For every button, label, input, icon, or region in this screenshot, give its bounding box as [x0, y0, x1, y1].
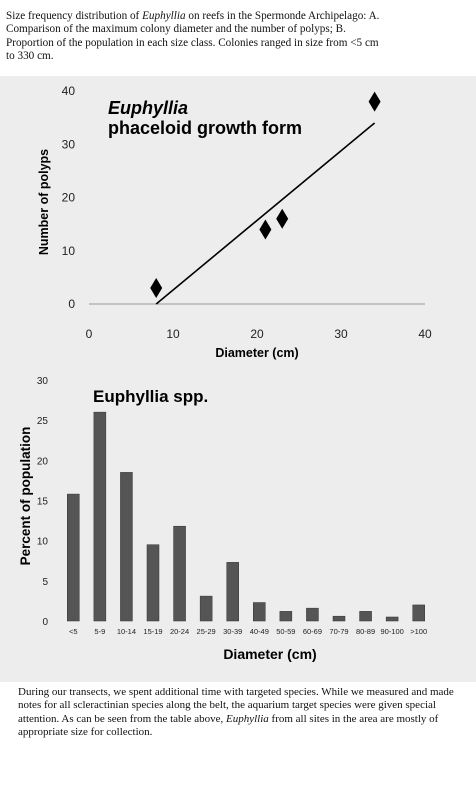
bar [333, 616, 345, 621]
data-point [276, 209, 288, 229]
y-tick-label: 10 [36, 536, 48, 548]
y-tick-label: 20 [61, 190, 75, 205]
y-tick-label: 25 [36, 416, 48, 428]
bar [94, 412, 106, 621]
bar [147, 545, 159, 621]
x-tick-label: 30 [334, 327, 348, 341]
x-tick-label: 60-69 [302, 627, 323, 636]
scatter-chart [0, 76, 476, 366]
chart-title-line1: Euphyllia [108, 98, 189, 118]
y-axis-label: Percent of population [18, 426, 33, 566]
x-tick-label: 15-19 [143, 627, 163, 636]
paragraph-genus: Euphyllia [226, 712, 269, 725]
figure-caption [6, 10, 386, 64]
figure-panel [0, 76, 476, 682]
y-tick-label: 15 [36, 496, 48, 508]
x-axis-label: Diameter (cm) [223, 646, 317, 662]
y-axis-label: Number of polyps [37, 148, 51, 256]
y-tick-label: 40 [61, 84, 75, 98]
x-tick-label: 30-39 [223, 627, 243, 636]
bar [360, 611, 372, 621]
bar [306, 608, 318, 621]
x-tick-label: 10 [166, 327, 180, 341]
paragraph-part2: from all sites in the area are mostly of appropriate size for collection. [18, 712, 439, 739]
caption-rest: on reefs in the Spermonde Archipelago: A. Comparison of the maximum colony diameter and the number of polyps; B. Proportion of the population in each size class. Colonies ranged in size from <5 cm to 330 cm. [6, 10, 380, 63]
trend-line [156, 123, 374, 304]
bar [227, 562, 239, 621]
x-tick-label: 70-79 [329, 627, 349, 636]
chart-title-line2: phaceloid growth form [108, 118, 303, 138]
y-tick-label: 10 [61, 243, 75, 258]
paragraph-part1: During our transects, we spent additional time with targeted species. While we measured and made notes for all scleractinian species along the belt, the aquarium target species were given special attention. As can be seen from the table above, [18, 686, 454, 725]
bar [67, 494, 79, 621]
x-tick-label: 50-59 [276, 627, 296, 636]
x-tick-label: 40-49 [249, 627, 269, 636]
y-tick-label: 30 [36, 376, 48, 387]
data-point [259, 219, 271, 239]
y-tick-label: 20 [36, 456, 48, 468]
bar [413, 605, 425, 621]
x-axis-label: Diameter (cm) [215, 346, 299, 360]
x-tick-label: <5 [69, 627, 78, 636]
x-tick-label: 20-24 [169, 627, 190, 636]
y-tick-label: 30 [61, 137, 75, 152]
data-point [369, 92, 381, 112]
bar [174, 526, 186, 621]
bar [200, 596, 212, 621]
x-tick-label: 10-14 [116, 627, 137, 636]
x-tick-label: 5-9 [94, 627, 106, 636]
x-tick-label: 20 [250, 327, 264, 341]
x-tick-label: 80-89 [355, 627, 376, 636]
x-tick-label: 90-100 [380, 627, 404, 636]
x-tick-label: >100 [410, 627, 428, 636]
x-tick-label: 40 [418, 327, 432, 341]
bar-chart [0, 366, 476, 682]
caption-lead: Size frequency distribution of [6, 10, 143, 22]
x-tick-label: 0 [85, 327, 93, 341]
body-paragraph [18, 686, 473, 740]
y-tick-label: 5 [42, 576, 48, 588]
bar [386, 617, 398, 621]
bar [253, 603, 265, 621]
y-tick-label: 0 [42, 617, 48, 628]
caption-genus: Euphyllia [142, 10, 186, 22]
y-tick-label: 0 [68, 297, 75, 311]
chart-title: Euphyllia spp. [93, 387, 209, 406]
data-point [150, 278, 162, 298]
x-tick-label: 25-29 [196, 627, 216, 636]
bar [120, 472, 132, 621]
bar [280, 611, 292, 621]
